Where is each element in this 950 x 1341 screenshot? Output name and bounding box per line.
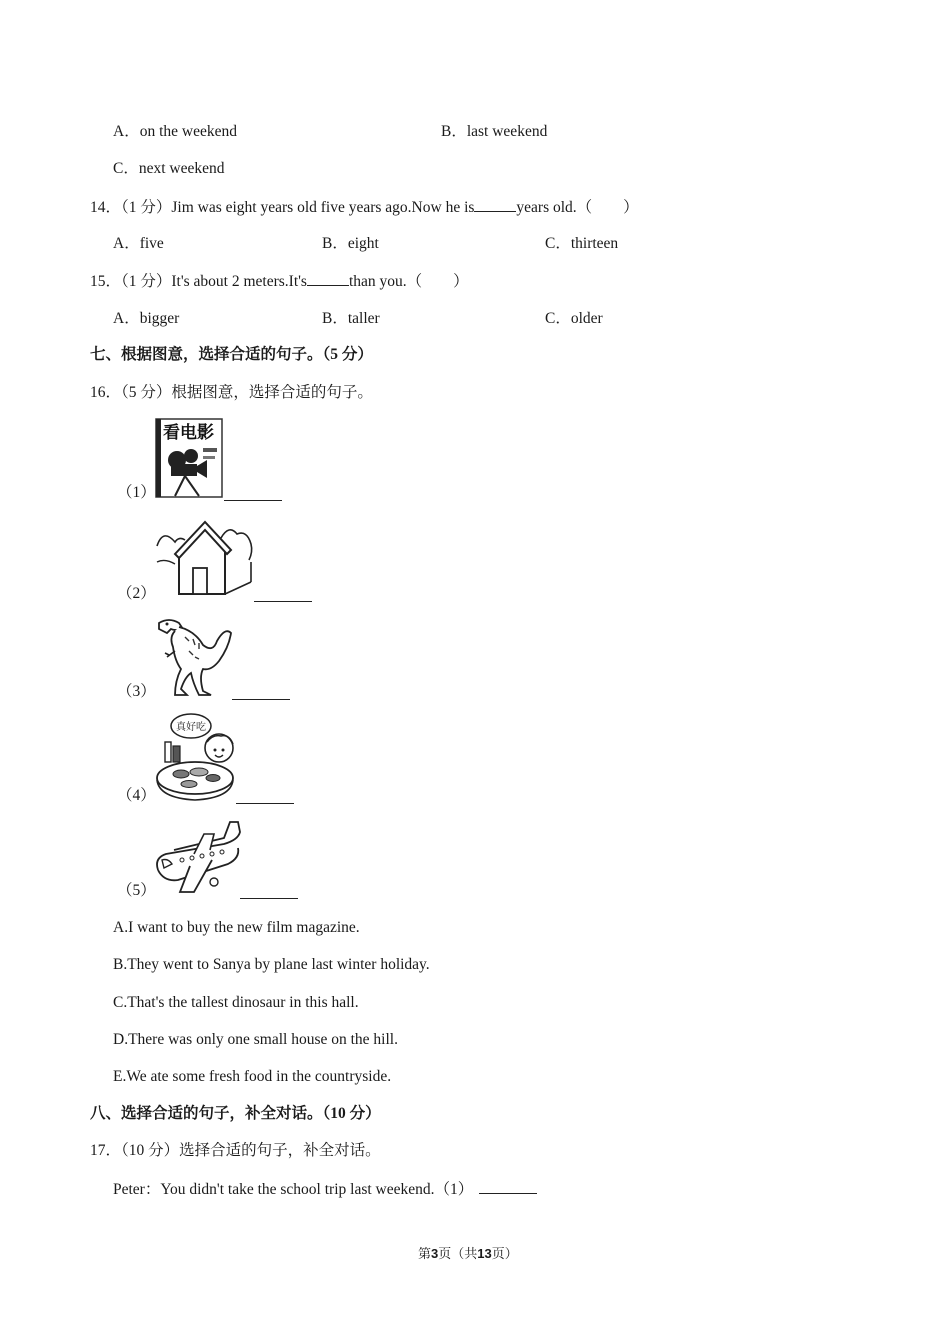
q16-item-2-label: （2） (117, 585, 156, 602)
q17-dialogue-line-1 (113, 1179, 537, 1200)
airplane-picture (154, 818, 244, 896)
q14-option-c: C．thirteen (545, 235, 619, 252)
q14-option-a: A．five (113, 235, 164, 252)
food-table-picture (155, 712, 237, 802)
q16-item-4-label: （4） (117, 787, 156, 804)
q16-item-3-label: （3） (117, 683, 156, 700)
q15-stem-start: 15．（1 分）It's about 2 meters.It's (90, 273, 307, 290)
section-7-heading: 七、根据图意，选择合适的句子。（5 分） (90, 346, 373, 363)
q16-choice-a: A.I want to buy the new film magazine. (113, 919, 360, 936)
dinosaur-picture (155, 617, 235, 699)
q15-stem (90, 271, 469, 292)
current-page-number: 3 (431, 1246, 439, 1261)
q16-choice-d: D.There was only one small house on the hill. (113, 1031, 398, 1048)
q14-option-b: B．eight (322, 235, 379, 252)
q16-item-1-label: （1） (117, 484, 156, 501)
q13-option-b: B．last weekend (441, 123, 548, 140)
house-picture (155, 518, 255, 598)
q15-option-a: A．bigger (113, 310, 180, 327)
q14-blank (474, 197, 516, 212)
section-8-heading: 八、选择合适的句子，补全对话。（10 分） (90, 1105, 381, 1122)
q14-stem (90, 197, 639, 218)
total-page-number: 13 (477, 1246, 492, 1261)
footer-prefix: 第 (418, 1246, 432, 1261)
q15-stem-end: than you.（ ） (348, 273, 469, 290)
q15-option-b: B．taller (322, 310, 380, 327)
q16-choice-e: E.We ate some fresh food in the countryside. (113, 1068, 392, 1085)
q13-option-c: C．next weekend (113, 160, 225, 177)
q14-stem-start: 14．（1 分）Jim was eight years old five years ago.Now he is (90, 199, 475, 216)
q16-item-1-blank (224, 486, 282, 501)
q15-option-c: C．older (545, 310, 603, 327)
speech-bubble-text: 真好吃 (176, 722, 206, 733)
q15-blank (307, 271, 349, 286)
q16-item-4-blank (236, 789, 294, 804)
q14-stem-end: years old.（ ） (516, 199, 639, 216)
page-footer (418, 1244, 518, 1264)
footer-middle: 页（共 (438, 1246, 478, 1261)
q16-stem: 16．（5 分）根据图意，选择合适的句子。 (90, 384, 373, 401)
film-poster-title: 看电影 (163, 423, 214, 443)
q16-item-3-blank (232, 685, 290, 700)
q16-choice-b: B.They went to Sanya by plane last winter holiday. (113, 956, 430, 973)
q16-item-2-blank (254, 587, 312, 602)
q16-choice-c: C.That's the tallest dinosaur in this hall. (113, 994, 359, 1011)
q16-item-5-label: （5） (117, 882, 156, 899)
q17-blank-1 (479, 1179, 537, 1194)
q16-item-5-blank (240, 884, 298, 899)
film-poster-picture (155, 418, 223, 498)
footer-suffix: 页） (491, 1246, 518, 1261)
q13-option-a: A．on the weekend (113, 123, 237, 140)
q17-stem: 17．（10 分）选择合适的句子，补全对话。 (90, 1142, 381, 1159)
q17-line-1-text: Peter：You didn't take the school trip last weekend.（1） (113, 1181, 474, 1198)
